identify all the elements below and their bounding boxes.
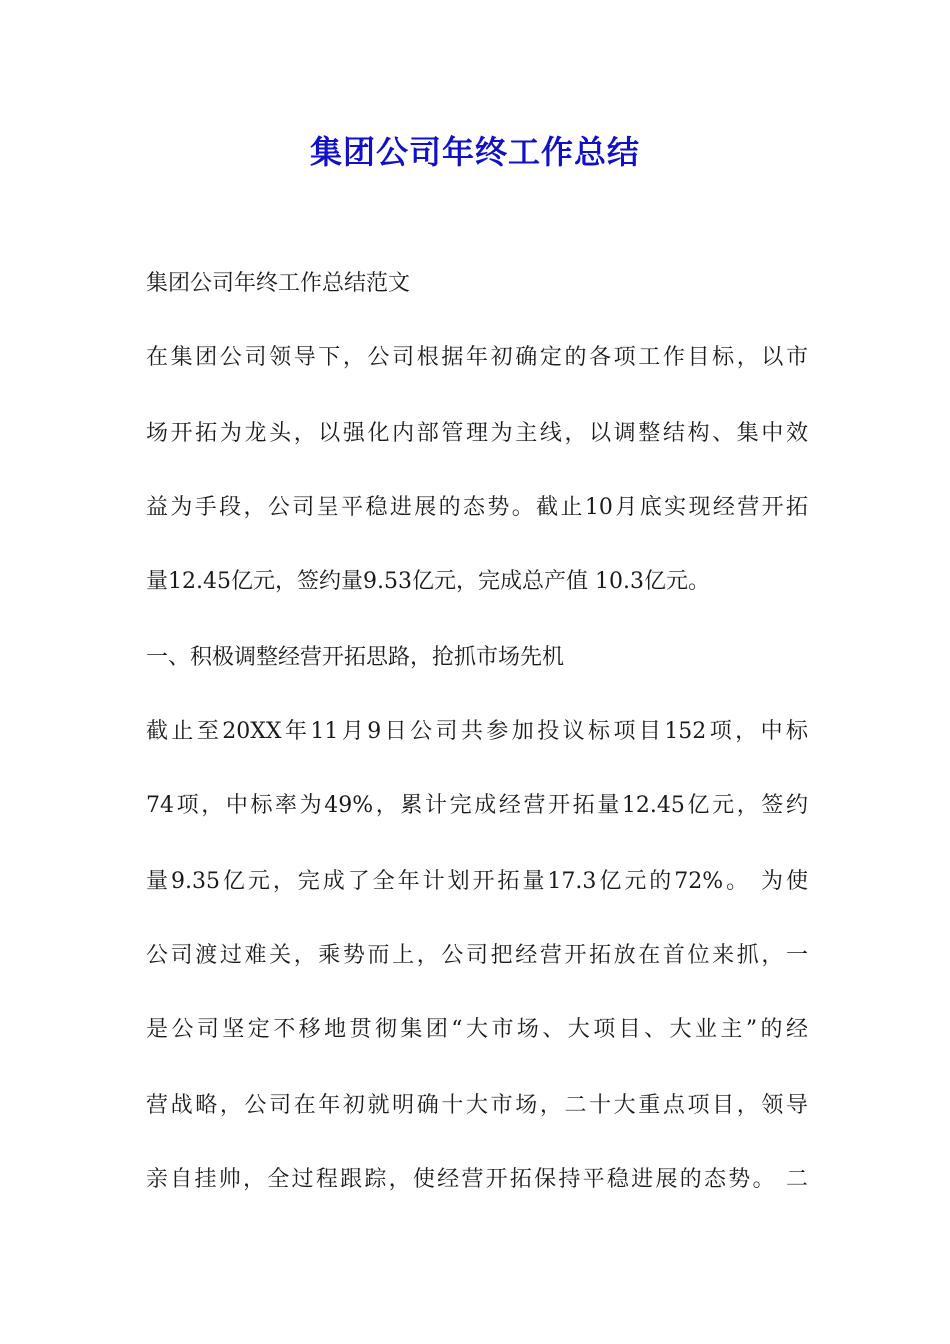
paragraph-line: 亲自挂帅，全过程跟踪，使经营开拓保持平稳进展的态势。 二: [146, 1167, 808, 1192]
paragraph-line: 量12.45亿元，签约量9.53亿元，完成总产值 10.3亿元。: [146, 569, 710, 594]
section-heading: 一、积极调整经营开拓思路，抢抓市场先机: [146, 645, 565, 670]
paragraph-line: 截止至20XX年11月9日公司共参加投议标项目152项，中标: [146, 719, 808, 744]
subtitle-line: 集团公司年终工作总结范文: [146, 271, 411, 296]
paragraph-line: 益为手段，公司呈平稳进展的态势。截止10月底实现经营开拓: [146, 495, 808, 520]
paragraph-line: 在集团公司领导下，公司根据年初确定的各项工作目标，以市: [146, 345, 808, 370]
paragraph-line: 是公司坚定不移地贯彻集团“大市场、大项目、大业主”的经: [146, 1017, 808, 1042]
paragraph-line: 公司渡过难关，乘势而上，公司把经营开拓放在首位来抓，一: [146, 943, 808, 968]
paragraph-line: 场开拓为龙头，以强化内部管理为主线，以调整结构、集中效: [146, 421, 808, 446]
paragraph-line: 营战略，公司在年初就明确十大市场，二十大重点项目，领导: [146, 1093, 808, 1118]
paragraph-line: 量9.35亿元，完成了全年计划开拓量17.3亿元的72%。 为使: [146, 869, 808, 894]
document-title: 集团公司年终工作总结: [309, 133, 640, 171]
paragraph-line: 74项，中标率为49%，累计完成经营开拓量12.45亿元，签约: [146, 793, 808, 818]
